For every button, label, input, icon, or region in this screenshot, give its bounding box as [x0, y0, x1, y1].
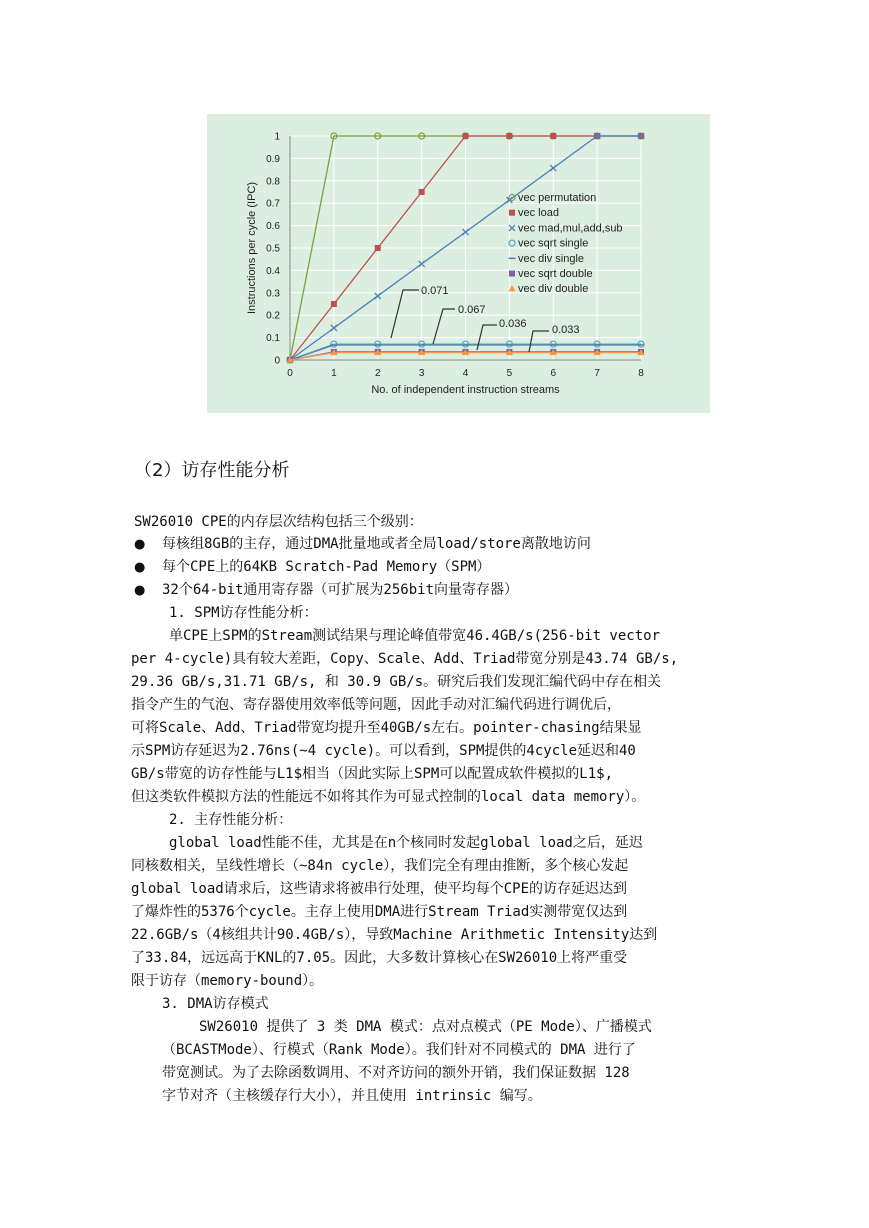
y-tick-label: 0.8 — [266, 176, 280, 188]
legend-entry: vec load — [518, 207, 559, 220]
text-line: 限于访存（memory-bound）。 — [131, 973, 324, 989]
x-tick-label: 5 — [506, 368, 513, 379]
text-line: 了爆炸性的5376个cycle。主存上使用DMA进行Stream Triad实测带宽仅达到 — [131, 904, 628, 920]
annotation-leader — [433, 309, 455, 344]
y-tick-label: 0.9 — [266, 153, 280, 165]
annotation-label: 0.071 — [421, 285, 449, 297]
annotation-label: 0.036 — [499, 318, 527, 330]
data-point — [375, 245, 381, 251]
legend-marker — [509, 240, 515, 246]
x-tick-label: 4 — [462, 368, 469, 379]
y-tick-label: 0.7 — [266, 198, 280, 210]
text-line: 3. DMA访存模式 — [162, 996, 269, 1012]
text-line: global load请求后，这些请求将被串行处理，使平均每个CPE的访存延迟达到 — [131, 881, 628, 897]
bullet-icon: ● — [134, 537, 146, 552]
x-tick-label: 0 — [287, 368, 293, 379]
text-line: per 4-cycle)具有较大差距，Copy、Scale、Add、Triad带宽分别是43.74 GB/s, — [131, 651, 679, 667]
text-line: 可将Scale、Add、Triad带宽均提升至40GB/s左右。pointer-chasing结果显 — [131, 720, 642, 736]
y-tick-label: 0.3 — [266, 288, 280, 300]
annotation-label: 0.067 — [458, 304, 486, 316]
data-point — [419, 189, 425, 195]
annotation-leader — [391, 290, 419, 338]
x-tick-label: 7 — [594, 368, 600, 379]
x-tick-label: 2 — [374, 368, 381, 379]
x-tick-label: 3 — [418, 368, 425, 379]
text-line: 单CPE上SPM的Stream测试结果与理论峰值带宽46.4GB/s(256-bit vector — [169, 628, 661, 644]
annotation-leader — [529, 331, 549, 352]
text-line: （BCASTMode）、行模式（Rank Mode）。我们针对不同模式的 DMA 进行了 — [162, 1042, 636, 1058]
text-line: 带宽测试。为了去除函数调用、不对齐访问的额外开销，我们保证数据 128 — [162, 1065, 630, 1081]
text-line: 指令产生的气泡、寄存器使用效率低等问题，因此手动对汇编代码进行调优后， — [131, 697, 621, 713]
y-axis-label: Instructions per cycle (IPC) — [246, 181, 258, 315]
data-point — [331, 301, 337, 307]
y-tick-label: 0.1 — [266, 333, 280, 345]
text-line: 了33.84，远远高于KNL的7.05。因此，大多数计算核心在SW26010上将严重受 — [131, 950, 628, 966]
y-tick-label: 0.6 — [266, 221, 280, 233]
text-line: SW26010 提供了 3 类 DMA 模式：点对点模式（PE Mode）、广播模式 — [199, 1019, 652, 1035]
section-title: （2）访存性能分析 — [134, 460, 290, 481]
legend-entry: vec sqrt double — [518, 268, 593, 280]
text-line: 字节对齐（主核缓存行大小），并且使用 intrinsic 编写。 — [162, 1088, 542, 1104]
legend-marker — [509, 210, 515, 216]
text-line: global load性能不佳，尤其是在n个核同时发起global load之后，延迟 — [169, 835, 643, 851]
x-tick-label: 6 — [550, 368, 557, 379]
legend-marker — [509, 271, 515, 277]
legend-entry: vec permutation — [518, 192, 597, 204]
text-line: SW26010 CPE的内存层次结构包括三个级别： — [134, 514, 423, 530]
bullet-icon: ● — [134, 560, 146, 575]
x-axis-label: No. of independent instruction streams — [371, 384, 560, 396]
text-line: 同核数相关，呈线性增长（~84n cycle），我们完全有理由推断，多个核心发起 — [131, 858, 629, 874]
text-line: 1. SPM访存性能分析： — [169, 605, 318, 621]
bullet-icon: ● — [134, 583, 146, 598]
x-tick-label: 1 — [331, 368, 337, 379]
text-line: 每个CPE上的64KB Scratch-Pad Memory（SPM） — [162, 559, 491, 575]
text-line: 22.6GB/s（4核组共计90.4GB/s），导致Machine Arithmetic Intensity达到 — [131, 927, 658, 943]
text-line: 2. 主存性能分析： — [169, 812, 293, 828]
y-tick-label: 0.2 — [266, 310, 280, 322]
legend-entry: vec div single — [518, 252, 585, 265]
text-line: 示SPM访存延迟为2.76ns(~4 cycle)。可以看到，SPM提供的4cycle延迟和40 — [131, 743, 636, 759]
data-point — [506, 133, 512, 139]
y-tick-label: 0.4 — [266, 265, 280, 277]
ipc-chart — [207, 114, 710, 413]
data-point — [550, 133, 556, 139]
y-tick-label: 0 — [274, 355, 280, 367]
text-line: 29.36 GB/s,31.71 GB/s, 和 30.9 GB/s。研究后我们发现汇编代码中存在相关 — [131, 674, 662, 690]
annotation-label: 0.033 — [552, 324, 580, 336]
y-tick-label: 1 — [274, 131, 280, 143]
legend-entry: vec mad,mul,add,sub — [518, 222, 623, 235]
text-line: 但这类软件模拟方法的性能远不如将其作为可显式控制的local data memory）。 — [131, 789, 646, 805]
y-tick-label: 0.5 — [266, 243, 280, 255]
ipc-chart-svg — [207, 114, 710, 413]
x-tick-label: 8 — [638, 368, 644, 379]
text-line: GB/s带宽的访存性能与L1$相当（因此实际上SPM可以配置成软件模拟的L1$, — [131, 766, 614, 782]
text-line: 每核组8GB的主存，通过DMA批量地或者全局load/store离散地访问 — [162, 536, 591, 552]
legend-entry: vec sqrt single — [518, 237, 589, 250]
data-point — [463, 133, 469, 139]
legend-entry: vec div double — [518, 283, 589, 296]
text-line: 32个64-bit通用寄存器（可扩展为256bit向量寄存器） — [162, 582, 519, 598]
